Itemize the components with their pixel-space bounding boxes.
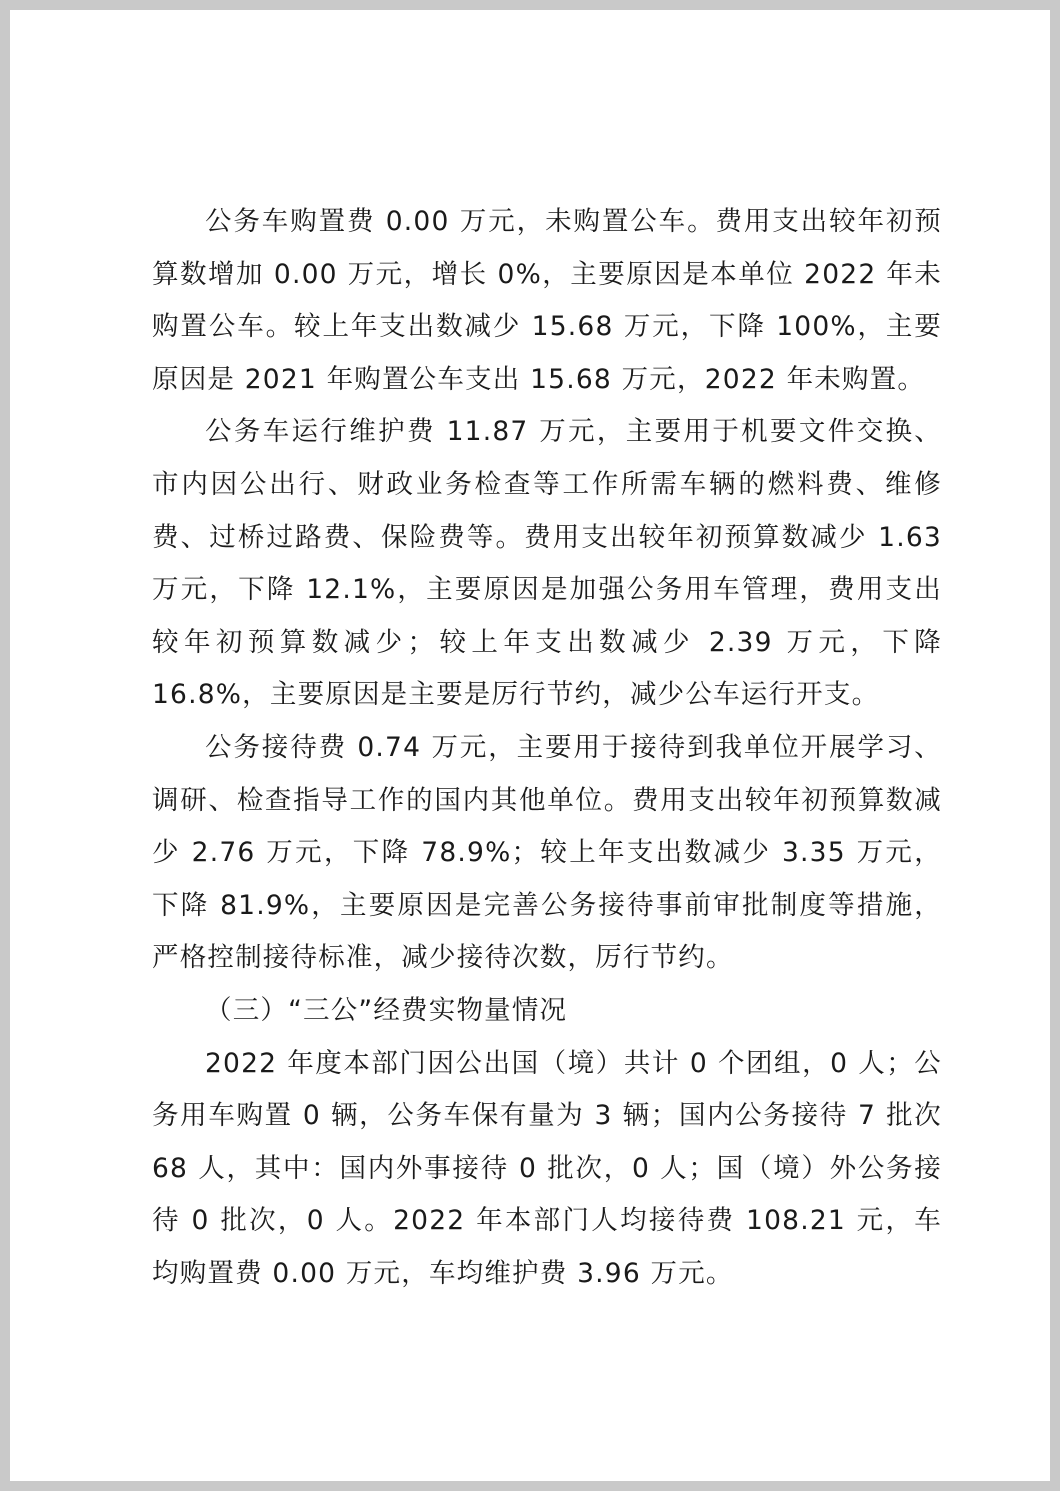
paragraph-vehicle-maintenance: 公务车运行维护费 11.87 万元，主要用于机要文件交换、市内因公出行、财政业务检查等工作所需车辆的燃料费、维修费、过桥过路费、保险费等。费用支出较年初预算数减少 1.63 万元，下降 12.1%，主要原因是加强公务用车管理，费用支出较年初预算数减少；较上年支出数减少 2.39 万元，下降 16.8%，主要原因是主要是厉行节约，减少公车运行开支。 [152, 416, 942, 711]
document-page [10, 10, 1050, 1481]
paragraph-vehicle-purchase: 公务车购置费 0.00 万元，未购置公车。费用支出较年初预算数增加 0.00 万元，增长 0%，主要原因是本单位 2022 年未购置公车。较上年支出数减少 15.68 万元，下降 100%，主要原因是 2021 年购置公车支出 15.68 万元，2022 年未购置。 [152, 206, 942, 395]
document-body [152, 196, 942, 1300]
section-heading: （三）“三公”经费实物量情况 [205, 994, 568, 1026]
paragraph-reception: 公务接待费 0.74 万元，主要用于接待到我单位开展学习、调研、检查指导工作的国内其他单位。费用支出较年初预算数减少 2.76 万元，下降 78.9%；较上年支出数减少 3.35 万元，下降 81.9%，主要原因是完善公务接待事前审批制度等措施，严格控制接待标准，减少接待次数，厉行节约。 [152, 731, 942, 974]
paragraph-physical-quantities: 2022 年度本部门因公出国（境）共计 0 个团组，0 人；公务用车购置 0 辆，公务车保有量为 3 辆；国内公务接待 7 批次 68 人，其中：国内外事接待 0 批次，0 人；国（境）外公务接待 0 批次，0 人。2022 年本部门人均接待费 108.21 元，车均购置费 0.00 万元，车均维护费 3.96 万元。 [152, 1047, 942, 1289]
